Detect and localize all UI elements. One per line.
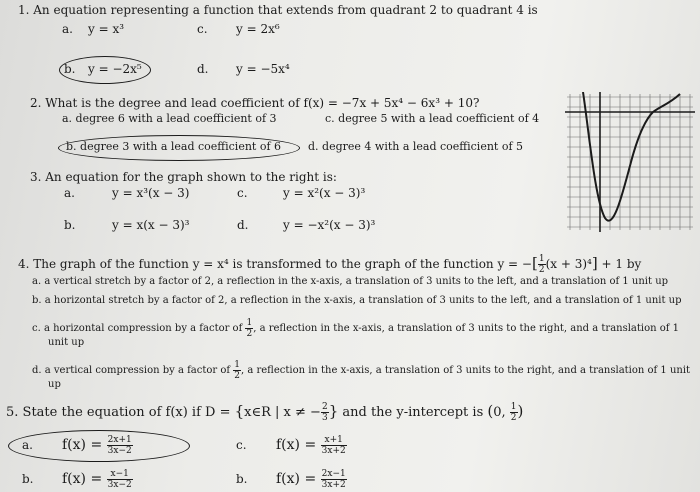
q5-option-c (276, 434, 347, 456)
q4-option-c (32, 318, 679, 339)
q5-option-b2-fraction (321, 469, 347, 490)
q5-stem (6, 402, 523, 423)
q5-option-b1-den: 3x−2 (107, 479, 132, 490)
q5-yint-fraction (510, 402, 518, 423)
q5-option-b1-num: x−1 (107, 469, 133, 480)
q4-stem-part2: + 1 by (597, 257, 642, 271)
q1-option-d: y = −5x⁴ (236, 62, 290, 76)
q5-option-b2-fx: f(x) = (276, 471, 317, 487)
q5-option-c-fx: f(x) = (276, 437, 317, 453)
q2-option-d: d. degree 4 with a lead coefficient of 5 (308, 140, 524, 153)
q5-yint-den: 2 (510, 413, 517, 423)
q1-option-a: y = x³ (88, 22, 125, 36)
q4-option-c-den: 2 (246, 329, 253, 339)
q4-option-c-cont: unit up (48, 337, 85, 348)
q4-option-d-cont: up (48, 379, 61, 390)
q5-stem-pre: 5. State the equation of f(x) if D = (6, 405, 235, 420)
q4-option-c-pre: c. a horizontal compression by a factor of (32, 323, 243, 334)
q4-stem (18, 254, 641, 275)
q4-option-d-den: 2 (234, 371, 240, 381)
q2-stem: 2. What is the degree and lead coefficient of f(x) = −7x + 5x⁴ − 6x³ + 10? (30, 96, 480, 110)
q5-option-a (62, 434, 133, 456)
q5-yint-close: ) (517, 402, 524, 420)
q4-option-d-fraction (233, 360, 241, 381)
q5-option-b2-label: b. (236, 472, 248, 486)
q4-option-c-post: , a reflection in the x-axis, a translation of 3 units to the right, and a translation of 1 (253, 323, 680, 334)
q5-option-b1-label: b. (22, 472, 34, 486)
q4-half-fraction (538, 254, 546, 275)
q1-option-d-label: d. (197, 62, 209, 76)
q1-option-c-label: c. (197, 22, 208, 36)
q5-set-body: x∈R | x ≠ − (244, 405, 321, 420)
q5-option-a-fraction (107, 435, 133, 456)
q5-set-close: } (328, 402, 339, 420)
q5-option-b1 (62, 468, 133, 490)
q4-option-d-pre: d. a vertical compression by a factor of (32, 365, 231, 376)
q3-option-d: y = −x²(x − 3)³ (283, 218, 376, 232)
q4-option-d (32, 360, 690, 381)
q1-option-b-label: b. (64, 62, 76, 76)
q5-option-b1-fx: f(x) = (62, 471, 103, 487)
q3-option-a-label: a. (64, 186, 75, 200)
q5-option-a-den: 3x−2 (107, 445, 132, 456)
q4-stem-part1: 4. The graph of the function y = x⁴ is transformed to the graph of the function y = − (18, 257, 532, 271)
q4-option-d-post: , a reflection in the x-axis, a translation of 3 units to the right, and a translation of 1 unit (240, 365, 691, 376)
q5-option-a-fx: f(x) = (62, 437, 103, 453)
q4-stem-inner: (x + 3)⁴ (545, 257, 592, 271)
q1-option-c: y = 2x⁶ (236, 22, 280, 36)
q3-option-a: y = x³(x − 3) (112, 186, 190, 200)
q2-option-b: b. degree 3 with a lead coefficient of 6 (66, 140, 282, 153)
q3-option-b-label: b. (64, 218, 76, 232)
q5-option-b2 (276, 468, 347, 490)
q3-option-b: y = x(x − 3)³ (112, 218, 190, 232)
q4-half-den: 2 (538, 265, 545, 275)
q2-option-a: a. degree 6 with a lead coefficient of 3 (62, 112, 277, 125)
q5-option-a-num: 2x+1 (107, 434, 132, 445)
q5-option-c-num: x+1 (321, 435, 347, 446)
q3-option-d-label: d. (237, 218, 249, 232)
q5-yint-a: 0, (493, 405, 506, 420)
q5-yint-open: ( (487, 402, 494, 420)
q3-option-c-label: c. (237, 186, 248, 200)
q5-option-c-label: c. (236, 438, 247, 452)
q5-option-a-label: a. (22, 438, 33, 452)
q4-bracket-close: ] (591, 254, 598, 272)
q4-option-a: a. a vertical stretch by a factor of 2, a reflection in the x-axis, a translation of 3 units to the left, and a translation of 1 unit up (32, 276, 669, 287)
q5-stem-mid: and the y-intercept is (338, 405, 488, 420)
q3-graph (565, 92, 695, 232)
q5-option-b1-fraction (107, 469, 133, 490)
q5-option-b2-den: 3x+2 (321, 479, 346, 490)
q5-option-b2-num: 2x−1 (321, 468, 346, 479)
q4-half-num: 1 (538, 254, 545, 264)
q4-option-b: b. a horizontal stretch by a factor of 2, a reflection in the x-axis, a translation of 3 units to the left, and a translation of 1 unit up (32, 295, 682, 306)
q5-option-c-fraction (321, 435, 347, 456)
q4-bracket-open: [ (531, 254, 538, 272)
q3-option-c: y = x²(x − 3)³ (283, 186, 366, 200)
q5-set-den: 3 (321, 413, 328, 423)
q4-option-c-num: 1 (246, 318, 253, 328)
q5-set-num: 2 (321, 402, 328, 412)
q5-set-open: { (234, 402, 245, 420)
q2-option-c: c. degree 5 with a lead coefficient of 4 (325, 112, 540, 125)
q5-yint-num: 1 (510, 402, 517, 412)
q5-option-c-den: 3x+2 (321, 445, 346, 456)
q1-option-b: y = −2x⁵ (88, 62, 142, 76)
q4-option-d-num: 1 (234, 360, 240, 370)
q1-stem: 1. An equation representing a function that extends from quadrant 2 to quadrant 4 is (18, 3, 538, 17)
q5-set-fraction (321, 402, 329, 423)
q1-option-a-label: a. (62, 22, 73, 36)
q3-stem: 3. An equation for the graph shown to the right is: (30, 170, 337, 184)
